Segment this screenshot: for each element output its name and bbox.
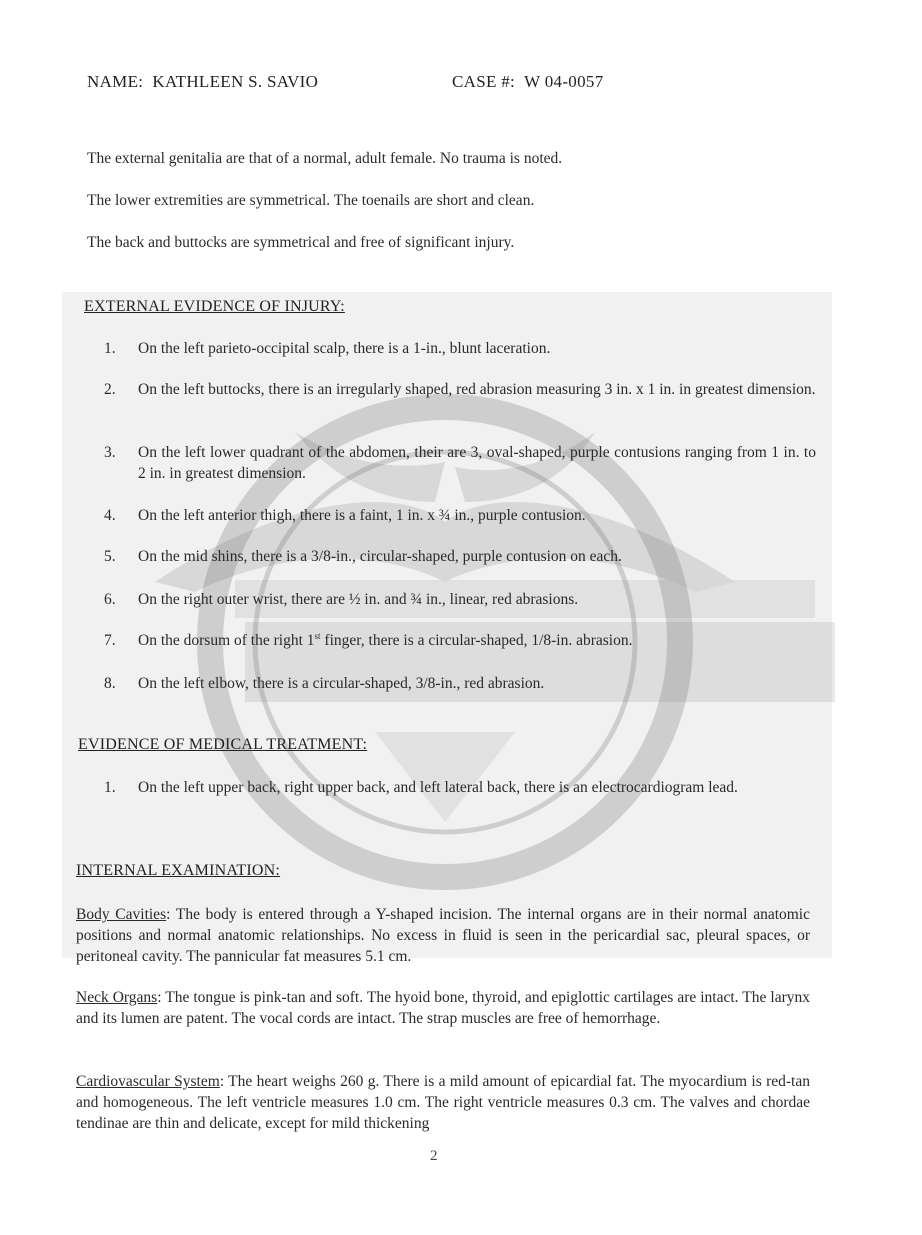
external-evidence-heading: EXTERNAL EVIDENCE OF INJURY:: [84, 298, 345, 315]
neck-organs-paragraph: Neck Organs: The tongue is pink-tan and soft. The hyoid bone, thyroid, and epiglottic cartilages are intact. The larynx and its lumen are patent. The vocal cords are intact. The strap muscles are free of hemorrhage.: [76, 989, 810, 1027]
page-number: 2: [430, 1148, 438, 1164]
header-case: [452, 72, 604, 92]
header-name: [87, 72, 318, 92]
name-value: KATHLEEN S. SAVIO: [152, 72, 319, 91]
medical-treatment-heading: EVIDENCE OF MEDICAL TREATMENT:: [78, 736, 368, 753]
body-cavities-paragraph: Body Cavities: The body is entered through a Y-shaped incision. The internal organs are in their normal anatomic positions and normal anatomic relationships. No excess in fluid is seen in the pericardial sac, pleural spaces, or peritoneal cavity. The pannicular fat measures 5.1 cm.: [76, 906, 810, 965]
intro-paragraph-1: The external genitalia are that of a normal, adult female. No trauma is noted.: [87, 150, 563, 167]
intro-paragraph-2: The lower extremities are symmetrical. The toenails are short and clean.: [87, 192, 535, 209]
internal-examination-heading: INTERNAL EXAMINATION:: [76, 862, 281, 879]
case-label: CASE #:: [452, 72, 516, 91]
case-value: W 04-0057: [524, 72, 604, 91]
name-label: NAME:: [87, 72, 144, 91]
cardiovascular-paragraph: Cardiovascular System: The heart weighs 260 g. There is a mild amount of epicardial fat. The myocardium is red-tan and homogeneous. The left ventricle measures 1.0 cm. The right ventricle measures 0.3 cm. The valves and chordae tendinae are thin and delicate, except for mild thickening: [76, 1073, 810, 1132]
intro-paragraph-3: The back and buttocks are symmetrical and free of significant injury.: [87, 234, 515, 251]
